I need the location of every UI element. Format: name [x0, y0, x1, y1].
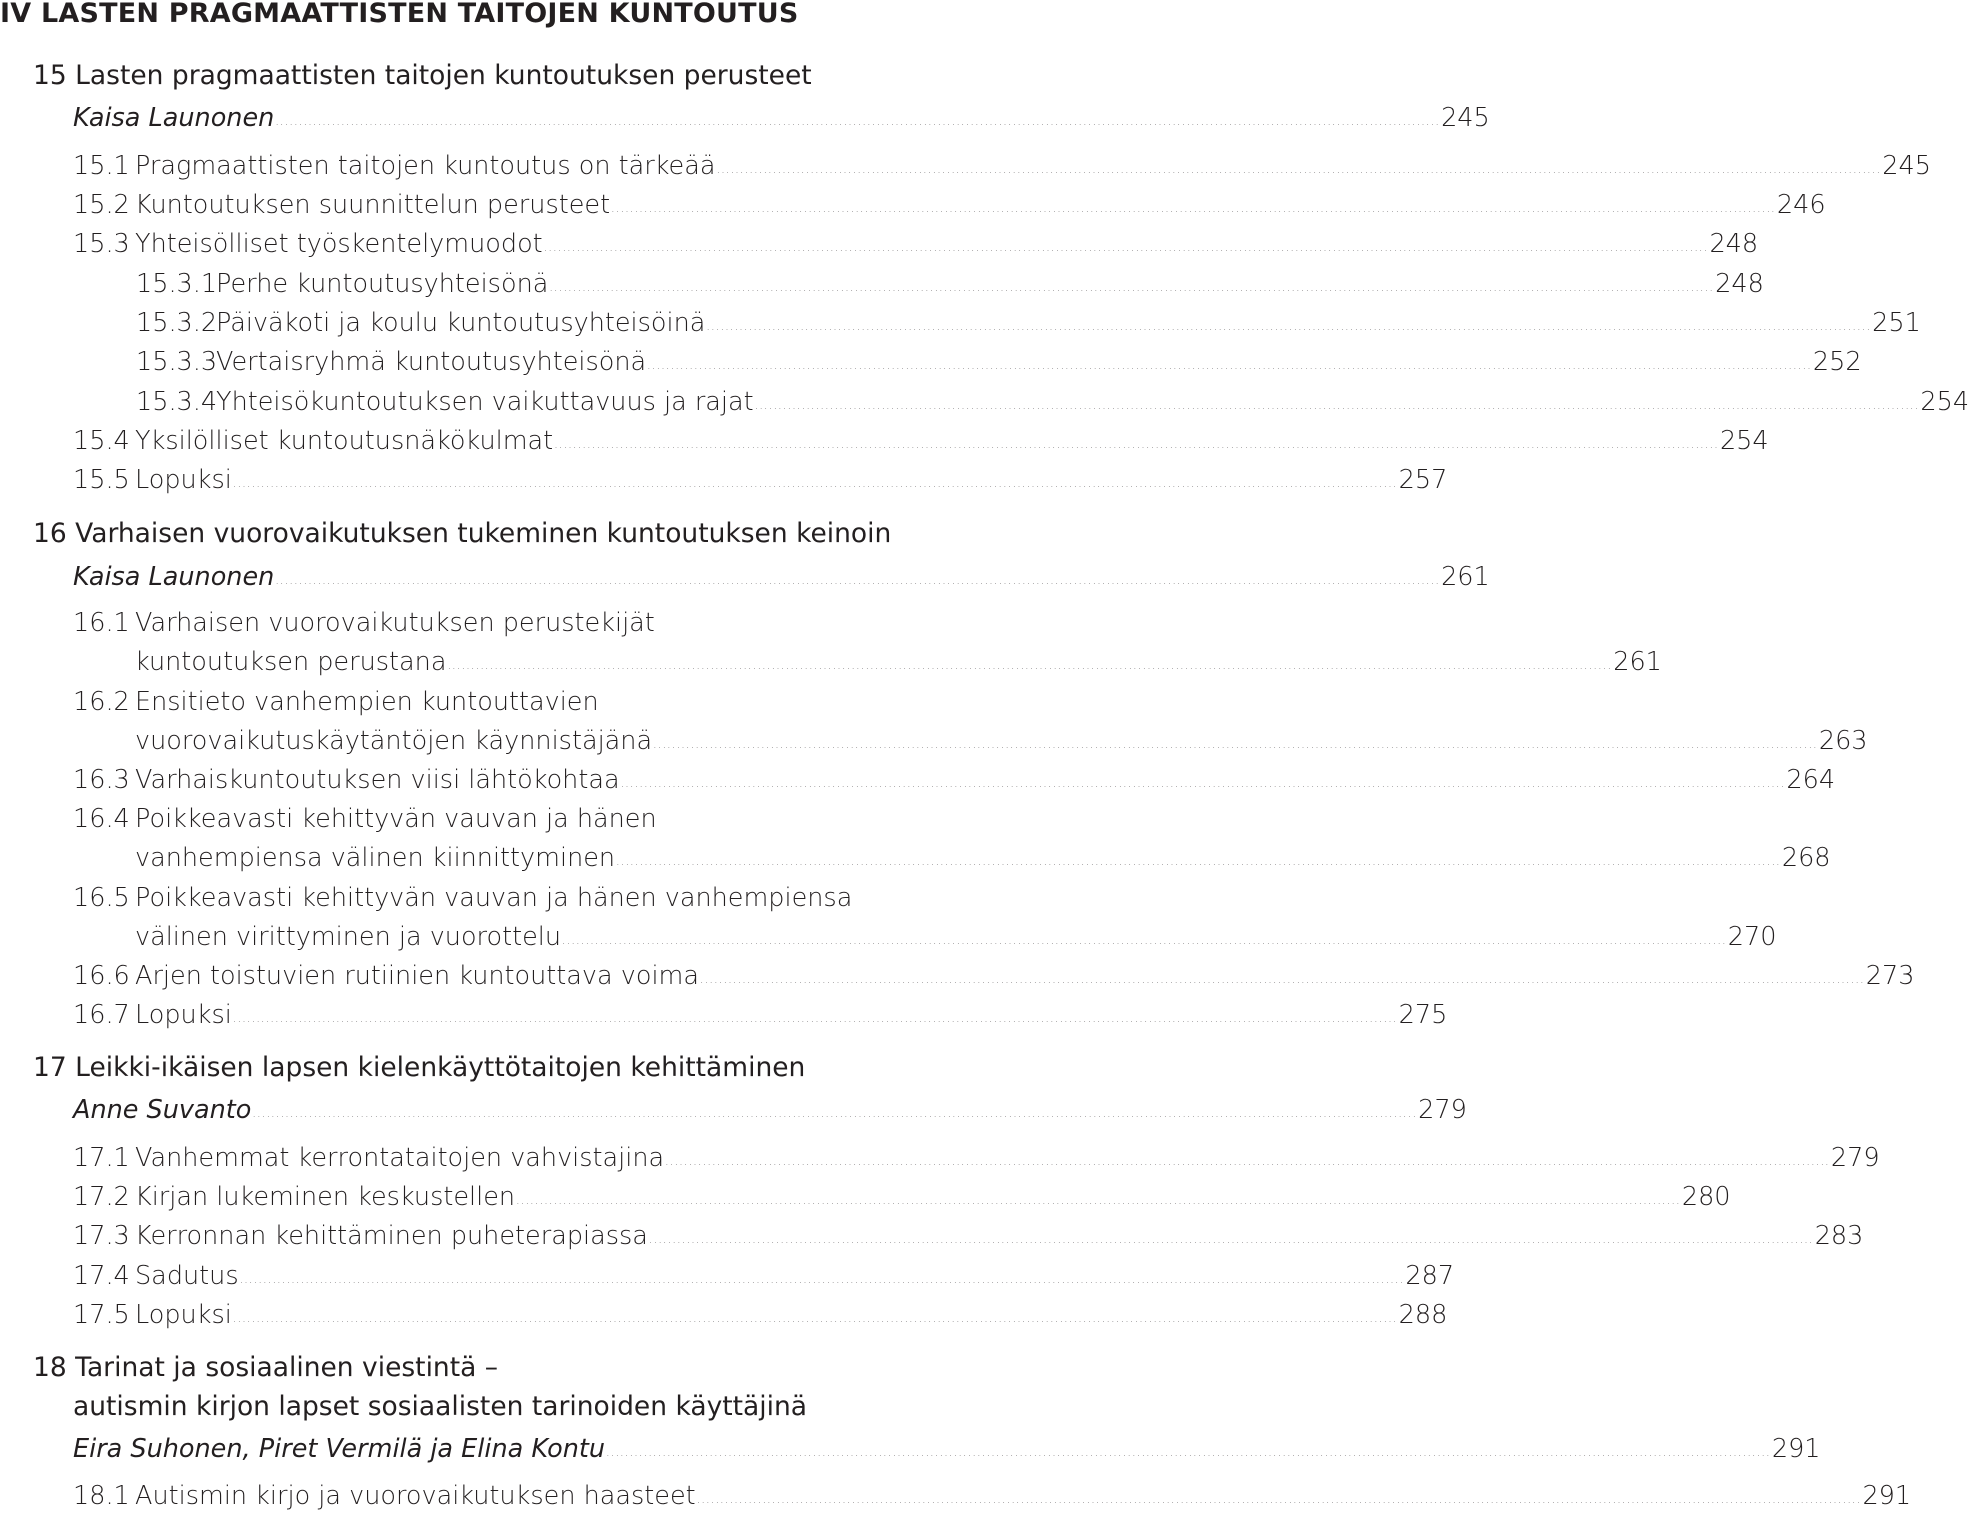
- dot-leader: ........................................................................................................................................................................................................................................................: [754, 399, 1920, 412]
- dot-leader: ........................................................................................................................................................................................................................................................: [648, 1233, 1814, 1246]
- toc-entry[interactable]: [135, 723, 1868, 759]
- page-number: 245: [1441, 103, 1490, 133]
- section-title: Kuntoutuksen suunnittelun perusteet: [135, 190, 611, 220]
- section-number: 18.1: [73, 1481, 130, 1511]
- toc-entry[interactable]: [73, 997, 1448, 1033]
- page-number: 280: [1681, 1182, 1731, 1212]
- section-number: 17.4: [73, 1261, 130, 1291]
- page-number: 246: [1776, 190, 1826, 220]
- author-line: [73, 1431, 1821, 1467]
- chapter-title-continued: autismin kirjon lapset sosiaalisten tarinoiden käyttäjinä: [73, 1391, 808, 1422]
- page-number: 261: [1441, 562, 1490, 592]
- page-number: 261: [1613, 647, 1662, 677]
- dot-leader: ........................................................................................................................................................................................................................................................: [543, 241, 1709, 254]
- dot-leader: ........................................................................................................................................................................................................................................................: [606, 1446, 1771, 1459]
- toc-entry-first-line: [73, 684, 952, 720]
- section-number: 15.3.3: [136, 347, 218, 377]
- author-name: Eira Suhonen, Piret Vermilä ja Elina Kontu: [73, 1434, 606, 1464]
- page-number: 288: [1398, 1300, 1448, 1330]
- page-number: 254: [1920, 387, 1969, 417]
- dot-leader: ........................................................................................................................................................................................................................................................: [616, 855, 1781, 868]
- dot-leader: ........................................................................................................................................................................................................................................................: [700, 973, 1865, 986]
- toc-entry[interactable]: [73, 148, 1931, 184]
- section-number: 17.1: [73, 1143, 130, 1173]
- author-name: Kaisa Launonen: [73, 562, 275, 592]
- section-number: 15.3.4: [136, 387, 218, 417]
- dot-leader: ........................................................................................................................................................................................................................................................: [611, 202, 1776, 215]
- section-number: 15.3: [73, 229, 130, 259]
- dot-leader: ........................................................................................................................................................................................................................................................: [252, 1107, 1418, 1120]
- section-number: 15.3.2: [136, 308, 218, 338]
- toc-subentry[interactable]: [136, 266, 1764, 302]
- section-number: 16.6: [73, 961, 130, 991]
- dot-leader: ........................................................................................................................................................................................................................................................: [275, 115, 1441, 128]
- section-number: 15.4: [73, 426, 130, 456]
- toc-entry[interactable]: [73, 958, 1915, 994]
- toc-entry[interactable]: [73, 1140, 1880, 1176]
- page-number: 283: [1814, 1221, 1864, 1251]
- page-number: 263: [1818, 726, 1868, 756]
- chapter-title: 16 Varhaisen vuorovaikutuksen tukeminen kuntoutuksen keinoin: [33, 518, 892, 549]
- chapter-title: 15 Lasten pragmaattisten taitojen kuntoutuksen perusteet: [33, 60, 812, 91]
- page-number: 279: [1830, 1143, 1880, 1173]
- toc-entry[interactable]: [135, 840, 1831, 876]
- section-number: 15.2: [73, 190, 130, 220]
- toc-entry[interactable]: [73, 1179, 1731, 1215]
- section-title: Päiväkoti ja koulu kuntoutusyhteisöinä: [216, 308, 706, 338]
- section-title: Yhteisölliset työskentelymuodot: [135, 229, 543, 259]
- toc-entry[interactable]: [135, 919, 1777, 955]
- dot-leader: ........................................................................................................................................................................................................................................................: [696, 1493, 1862, 1506]
- section-title: Poikkeavasti kehittyvän vauvan ja hänen vanhempiensa: [135, 883, 853, 913]
- page-number: 248: [1715, 269, 1764, 299]
- chapter-title: 17 Leikki-ikäisen lapsen kielenkäyttötaitojen kehittäminen: [33, 1052, 806, 1083]
- toc-entry[interactable]: [73, 226, 1759, 262]
- section-number: 17.3: [73, 1221, 130, 1251]
- section-title: Lopuksi: [135, 1300, 232, 1330]
- toc-subentry[interactable]: [136, 384, 1969, 420]
- author-name: Anne Suvanto: [73, 1095, 252, 1125]
- toc-entry[interactable]: [73, 423, 1769, 459]
- page-number: 264: [1786, 765, 1836, 795]
- section-title: Poikkeavasti kehittyvän vauvan ja hänen: [135, 804, 657, 834]
- section-title: Vertaisryhmä kuntoutusyhteisönä: [216, 347, 647, 377]
- toc-subentry[interactable]: [136, 344, 1862, 380]
- section-number: 15.3.1: [136, 269, 218, 299]
- section-title: välinen virittyminen ja vuorottelu: [135, 922, 562, 952]
- toc-entry[interactable]: [73, 187, 1826, 223]
- section-title: Kirjan lukeminen keskustellen: [135, 1182, 516, 1212]
- dot-leader: ........................................................................................................................................................................................................................................................: [554, 438, 1719, 451]
- toc-entry-first-line: [73, 880, 952, 916]
- section-number: 15.5: [73, 465, 130, 495]
- section-number: 16.2: [73, 687, 130, 717]
- dot-leader: ........................................................................................................................................................................................................................................................: [275, 574, 1441, 587]
- toc-subentry[interactable]: [136, 305, 1921, 341]
- section-title: Vanhemmat kerrontataitojen vahvistajina: [135, 1143, 665, 1173]
- toc-entry[interactable]: [73, 1478, 1912, 1514]
- dot-leader: ........................................................................................................................................................................................................................................................: [562, 934, 1727, 947]
- toc-entry[interactable]: [135, 644, 1662, 680]
- dot-leader: ........................................................................................................................................................................................................................................................: [232, 477, 1398, 490]
- dot-leader: ........................................................................................................................................................................................................................................................: [716, 163, 1882, 176]
- dot-leader: ........................................................................................................................................................................................................................................................: [549, 281, 1715, 294]
- dot-leader: ........................................................................................................................................................................................................................................................: [647, 359, 1812, 372]
- page-number: 268: [1781, 843, 1831, 873]
- toc-entry[interactable]: [73, 1218, 1864, 1254]
- dot-leader: ........................................................................................................................................................................................................................................................: [620, 777, 1786, 790]
- section-title: Lopuksi: [135, 465, 232, 495]
- section-title: Varhaiskuntoutuksen viisi lähtökohtaa: [135, 765, 620, 795]
- section-number: 17.5: [73, 1300, 130, 1330]
- section-number: 16.5: [73, 883, 130, 913]
- toc-entry-first-line: [73, 801, 952, 837]
- section-title: Yksilölliset kuntoutusnäkökulmat: [135, 426, 554, 456]
- page-number: 245: [1882, 151, 1931, 181]
- page-number: 254: [1719, 426, 1769, 456]
- page-number: 291: [1862, 1481, 1912, 1511]
- section-title: kuntoutuksen perustana: [135, 647, 447, 677]
- section-title: vanhempiensa välinen kiinnittyminen: [135, 843, 616, 873]
- dot-leader: ........................................................................................................................................................................................................................................................: [239, 1273, 1405, 1286]
- section-title: Yhteisökuntoutuksen vaikuttavuus ja rajat: [216, 387, 754, 417]
- section-title: Perhe kuntoutusyhteisönä: [216, 269, 549, 299]
- author-name: Kaisa Launonen: [73, 103, 275, 133]
- page-number: 248: [1709, 229, 1759, 259]
- section-title: Sadutus: [135, 1261, 239, 1291]
- section-number: 16.7: [73, 1000, 130, 1030]
- dot-leader: ........................................................................................................................................................................................................................................................: [665, 1155, 1830, 1168]
- page-number: 252: [1812, 347, 1862, 377]
- dot-leader: ........................................................................................................................................................................................................................................................: [447, 659, 1613, 672]
- author-line: [73, 100, 1490, 136]
- section-title: Lopuksi: [135, 1000, 232, 1030]
- page-number: 270: [1727, 922, 1777, 952]
- section-number: 17.2: [73, 1182, 130, 1212]
- page-number: 273: [1865, 961, 1915, 991]
- page-number: 275: [1398, 1000, 1448, 1030]
- toc-entry[interactable]: [73, 1297, 1448, 1333]
- page-number: 279: [1418, 1095, 1467, 1125]
- chapter-title: 18 Tarinat ja sosiaalinen viestintä –: [33, 1352, 499, 1383]
- section-title: Autismin kirjo ja vuorovaikutuksen haasteet: [135, 1481, 696, 1511]
- section-title: Pragmaattisten taitojen kuntoutus on tärkeää: [135, 151, 716, 181]
- section-number: 15.1: [73, 151, 130, 181]
- author-line: [73, 1092, 1467, 1128]
- toc-entry[interactable]: [73, 762, 1836, 798]
- dot-leader: ........................................................................................................................................................................................................................................................: [232, 1312, 1398, 1325]
- toc-entry[interactable]: [73, 1258, 1455, 1294]
- section-number: 16.3: [73, 765, 130, 795]
- part-title: IV LASTEN PRAGMAATTISTEN TAITOJEN KUNTOUTUS: [0, 0, 799, 29]
- page-number: 287: [1405, 1261, 1455, 1291]
- section-title: Arjen toistuvien rutiinien kuntouttava voima: [135, 961, 700, 991]
- dot-leader: ........................................................................................................................................................................................................................................................: [232, 1012, 1398, 1025]
- section-title: Varhaisen vuorovaikutuksen perustekijät: [135, 608, 655, 638]
- section-number: 16.1: [73, 608, 130, 638]
- dot-leader: ........................................................................................................................................................................................................................................................: [516, 1194, 1681, 1207]
- section-title: Kerronnan kehittäminen puheterapiassa: [135, 1221, 648, 1251]
- dot-leader: ........................................................................................................................................................................................................................................................: [706, 320, 1872, 333]
- page-number: 291: [1771, 1434, 1821, 1464]
- section-number: 16.4: [73, 804, 130, 834]
- toc-entry[interactable]: [73, 462, 1448, 498]
- page-number: 257: [1398, 465, 1448, 495]
- author-line: [73, 559, 1490, 595]
- page-number: 251: [1872, 308, 1921, 338]
- dot-leader: ........................................................................................................................................................................................................................................................: [653, 738, 1818, 751]
- section-title: Ensitieto vanhempien kuntouttavien: [135, 687, 599, 717]
- section-title: vuorovaikutuskäytäntöjen käynnistäjänä: [135, 726, 653, 756]
- toc-entry-first-line: [73, 605, 952, 641]
